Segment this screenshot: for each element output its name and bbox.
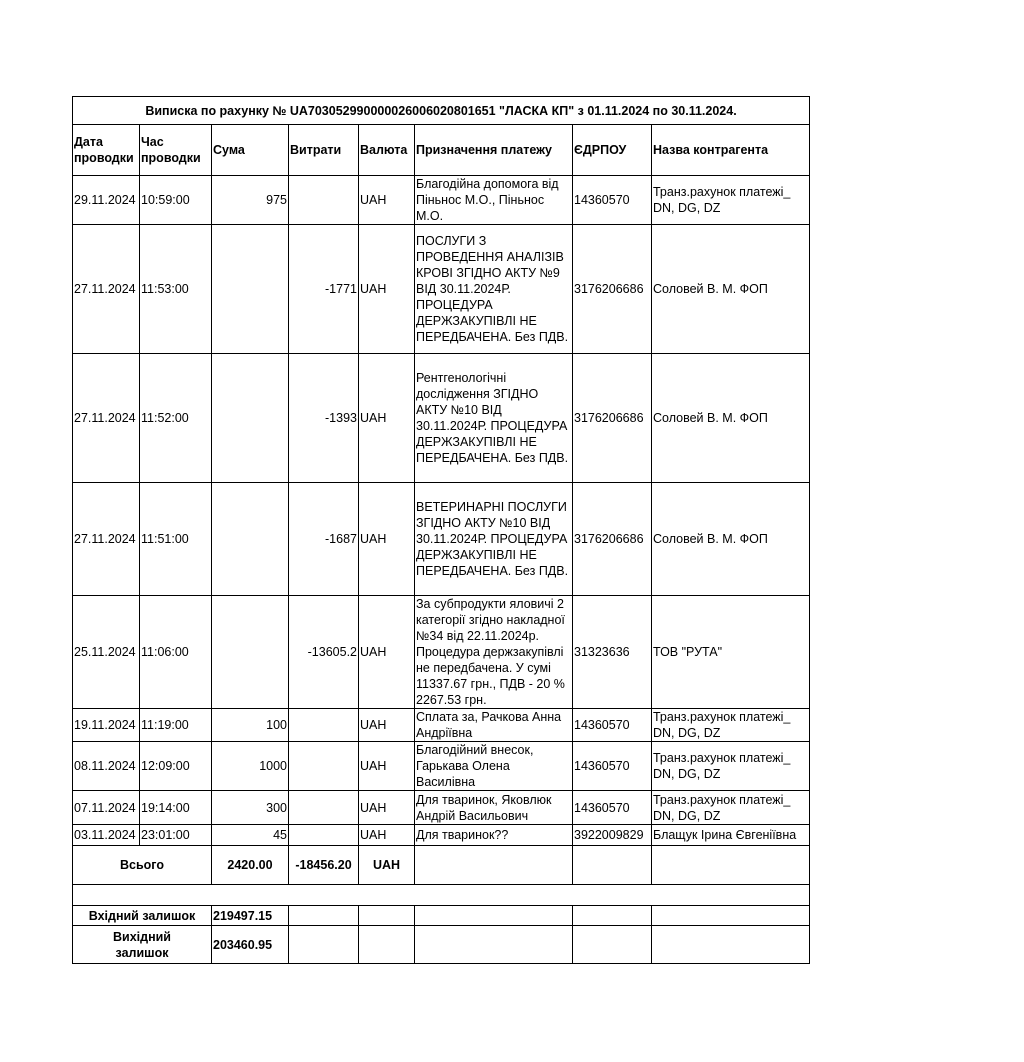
table-row: [73, 596, 810, 709]
cell-purpose: Рентгенологічні дослідження ЗГІДНО АКТУ №10 ВІД 30.11.2024Р. ПРОЦЕДУРА ДЕРЖЗАКУПІВЛІ НЕ ПЕРЕДБАЧЕНА. Без ПДВ.: [415, 354, 573, 483]
statement-table: [72, 96, 810, 964]
closing-balance-row: [73, 926, 810, 964]
totals-currency: UAH: [359, 846, 415, 885]
table-row: [73, 483, 810, 596]
cell-currency: UAH: [359, 825, 415, 846]
cell-date: 27.11.2024: [73, 483, 140, 596]
cell-purpose: Для тваринок??: [415, 825, 573, 846]
cell-currency: UAH: [359, 483, 415, 596]
table-row: [73, 791, 810, 825]
table-row: [73, 225, 810, 354]
statement-title: Виписка по рахунку № UA703052990000026006020801651 "ЛАСКА КП" з 01.11.2024 по 30.11.2024.: [73, 97, 810, 125]
header-time: Час проводки: [140, 125, 212, 176]
cell-expenses: -1687: [289, 483, 359, 596]
cell-currency: UAH: [359, 354, 415, 483]
cell-counterparty: Соловей В. М. ФОП: [652, 483, 810, 596]
cell-counterparty: Транз.рахунок платежі_ DN, DG, DZ: [652, 791, 810, 825]
cell-expenses: [289, 709, 359, 742]
cell-currency: UAH: [359, 176, 415, 225]
header-expenses: Витрати: [289, 125, 359, 176]
cell-date: 25.11.2024: [73, 596, 140, 709]
cell-edrpou: 14360570: [573, 742, 652, 791]
cell-purpose: Благодійна допомога від Піньнос М.О., Піньнос М.О.: [415, 176, 573, 225]
header-row: [73, 125, 810, 176]
cell-currency: UAH: [359, 596, 415, 709]
cell-expenses: [289, 825, 359, 846]
cell-expenses: -1393: [289, 354, 359, 483]
opening-balance-label: Вхідний залишок: [73, 906, 212, 926]
cell-counterparty: Соловей В. М. ФОП: [652, 354, 810, 483]
cell-date: 27.11.2024: [73, 225, 140, 354]
cell-time: 11:52:00: [140, 354, 212, 483]
cell-edrpou: 3176206686: [573, 354, 652, 483]
cell-sum: [212, 483, 289, 596]
cell-date: 19.11.2024: [73, 709, 140, 742]
cell-time: 11:19:00: [140, 709, 212, 742]
cell-sum: 45: [212, 825, 289, 846]
table-row: [73, 825, 810, 846]
cell-date: 27.11.2024: [73, 354, 140, 483]
cell-expenses: -13605.2: [289, 596, 359, 709]
cell-edrpou: 3176206686: [573, 483, 652, 596]
cell-edrpou: 31323636: [573, 596, 652, 709]
table-row: [73, 709, 810, 742]
cell-time: 11:51:00: [140, 483, 212, 596]
header-sum: Сума: [212, 125, 289, 176]
cell-purpose: За субпродукти яловичі 2 категорії згідно накладної №34 від 22.11.2024р. Процедура держзакупівлі не передбачена. У сумі 11337.67 грн., ПДВ - 20 % 2267.53 грн.: [415, 596, 573, 709]
cell-sum: [212, 354, 289, 483]
cell-sum: 300: [212, 791, 289, 825]
cell-counterparty: Соловей В. М. ФОП: [652, 225, 810, 354]
closing-balance-value: 203460.95: [212, 926, 289, 964]
opening-balance-value: 219497.15: [212, 906, 289, 926]
cell-purpose: Сплата за, Рачкова Анна Андріївна: [415, 709, 573, 742]
cell-date: 29.11.2024: [73, 176, 140, 225]
cell-counterparty: Блащук Ірина Євгеніївна: [652, 825, 810, 846]
cell-edrpou: 3176206686: [573, 225, 652, 354]
cell-edrpou: 3922009829: [573, 825, 652, 846]
totals-sum: 2420.00: [212, 846, 289, 885]
table-row: [73, 742, 810, 791]
cell-sum: [212, 596, 289, 709]
table-row: [73, 354, 810, 483]
cell-sum: 1000: [212, 742, 289, 791]
header-edrpou: ЄДРПОУ: [573, 125, 652, 176]
cell-date: 07.11.2024: [73, 791, 140, 825]
cell-sum: [212, 225, 289, 354]
cell-time: 19:14:00: [140, 791, 212, 825]
totals-label: Всього: [73, 846, 212, 885]
cell-currency: UAH: [359, 791, 415, 825]
cell-time: 23:01:00: [140, 825, 212, 846]
cell-counterparty: Транз.рахунок платежі_ DN, DG, DZ: [652, 709, 810, 742]
cell-expenses: [289, 742, 359, 791]
cell-currency: UAH: [359, 225, 415, 354]
cell-time: 12:09:00: [140, 742, 212, 791]
cell-sum: 975: [212, 176, 289, 225]
closing-balance-label: Вихідний залишок: [73, 926, 212, 964]
cell-time: 10:59:00: [140, 176, 212, 225]
table-row: [73, 176, 810, 225]
cell-counterparty: Транз.рахунок платежі_ DN, DG, DZ: [652, 742, 810, 791]
cell-time: 11:53:00: [140, 225, 212, 354]
totals-expenses: -18456.20: [289, 846, 359, 885]
header-purpose: Призначення платежу: [415, 125, 573, 176]
header-counterparty: Назва контрагента: [652, 125, 810, 176]
cell-currency: UAH: [359, 742, 415, 791]
cell-expenses: [289, 176, 359, 225]
header-date: Дата проводки: [73, 125, 140, 176]
cell-sum: 100: [212, 709, 289, 742]
cell-counterparty: Транз.рахунок платежі_ DN, DG, DZ: [652, 176, 810, 225]
cell-purpose: Благодійний внесок, Гарькава Олена Василівна: [415, 742, 573, 791]
cell-expenses: [289, 791, 359, 825]
spacer-row: [73, 885, 810, 906]
cell-purpose: ВЕТЕРИНАРНІ ПОСЛУГИ ЗГІДНО АКТУ №10 ВІД 30.11.2024Р. ПРОЦЕДУРА ДЕРЖЗАКУПІВЛІ НЕ ПЕРЕДБАЧЕНА. Без ПДВ.: [415, 483, 573, 596]
cell-purpose: ПОСЛУГИ З ПРОВЕДЕННЯ АНАЛІЗІВ КРОВІ ЗГІДНО АКТУ №9 ВІД 30.11.2024Р. ПРОЦЕДУРА ДЕРЖЗАКУПІВЛІ НЕ ПЕРЕДБАЧЕНА. Без ПДВ.: [415, 225, 573, 354]
cell-date: 03.11.2024: [73, 825, 140, 846]
header-currency: Валюта: [359, 125, 415, 176]
totals-row: [73, 846, 810, 885]
cell-edrpou: 14360570: [573, 709, 652, 742]
cell-expenses: -1771: [289, 225, 359, 354]
cell-purpose: Для тваринок, Яковлюк Андрій Васильович: [415, 791, 573, 825]
cell-time: 11:06:00: [140, 596, 212, 709]
cell-edrpou: 14360570: [573, 176, 652, 225]
cell-counterparty: ТОВ "РУТА": [652, 596, 810, 709]
cell-date: 08.11.2024: [73, 742, 140, 791]
opening-balance-row: [73, 906, 810, 926]
cell-currency: UAH: [359, 709, 415, 742]
cell-edrpou: 14360570: [573, 791, 652, 825]
